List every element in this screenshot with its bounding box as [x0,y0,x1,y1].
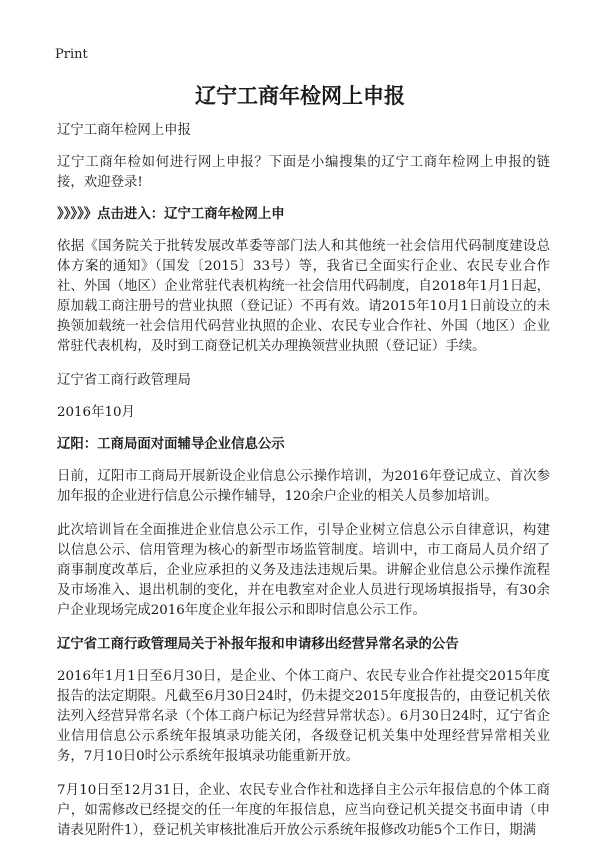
article-content [57,121,550,855]
notice-organization: 辽宁省工商行政管理局 [57,373,191,388]
page-title: 辽宁工商年检网上申报 [195,84,405,108]
intro-paragraph: 辽宁工商年检如何进行网上申报？下面是小编搜集的辽宁工商年检网上申报的链接，欢迎登录! [57,155,550,190]
print-link[interactable]: Print [55,47,88,62]
enter-website-link[interactable]: 》》》》》点击进入：辽宁工商年检网上申 [57,207,285,222]
section-liaoyang-heading: 辽阳：工商局面对面辅导企业信息公示 [57,437,285,452]
section-announcement-paragraph-1: 2016年1月1日至6月30日，是企业、个体工商户、农民专业合作社提交2015年度报告的法定期限。凡截至6月30日24时，仍未提交2015年度报告的，由登记机关依法列入经营异常名录（个体工商户标记为经营异常状态）。6月30日24时，辽宁省企业信用信息公示系统年报填录功能关闭，各级登记机关集中处理经营异常相关业务，7月10日0时公示系统年报填录功能重新开放。 [57,669,550,764]
section-announcement-paragraph-2: 7月10日至12月31日，企业、农民专业合作社和选择自主公示年报信息的个体工商户，如需修改已经提交的任一年度的年报信息，应当向登记机关提交书面申请（申请表见附件1），登记机关审核批准后开放公示系统年报修改功能5个工作日，期满 [57,783,550,838]
section-liaoyang-paragraph-1: 日前，辽阳市工商局开展新设企业信息公示操作培训，为2016年登记成立、首次参加年报的企业进行信息公示操作辅导，120余户企业的相关人员参加培训。 [57,469,550,504]
section-liaoyang-paragraph-2: 此次培训旨在全面推进企业信息公示工作，引导企业树立信息公示自律意识，构建以信息公示、信用管理为核心的新型市场监管制度。培训中，市工商局人员介绍了商事制度改革后，企业应承担的义务及违法违规后果。讲解企业信息公示操作流程及市场准入、退出机制的变化，并在电教室对企业人员进行现场填报指导，有30余户企业现场完成2016年度企业年报公示和即时信息公示工作。 [57,523,550,618]
notice-date: 2016年10月 [57,405,135,420]
article-subtitle: 辽宁工商年检网上申报 [57,123,191,138]
section-announcement-heading: 辽宁省工商行政管理局关于补报年报和申请移出经营异常名录的公告 [57,637,459,652]
notice-paragraph: 依据《国务院关于批转发展改革委等部门法人和其他统一社会信用代码制度建设总体方案的通知》（国发〔2015〕33号）等，我省已全面实行企业、农民专业合作社、外国（地区）企业常驻代表机构统一社会信用代码制度，自2018年1月1日起，原加载工商注册号的营业执照（登记证）不再有效。请2015年10月1日前设立的未换领加载统一社会信用代码营业执照的企业、农民专业合作社、外国（地区）企业常驻代表机构，及时到工商登记机关办理换领营业执照（登记证）手续。 [57,239,551,354]
